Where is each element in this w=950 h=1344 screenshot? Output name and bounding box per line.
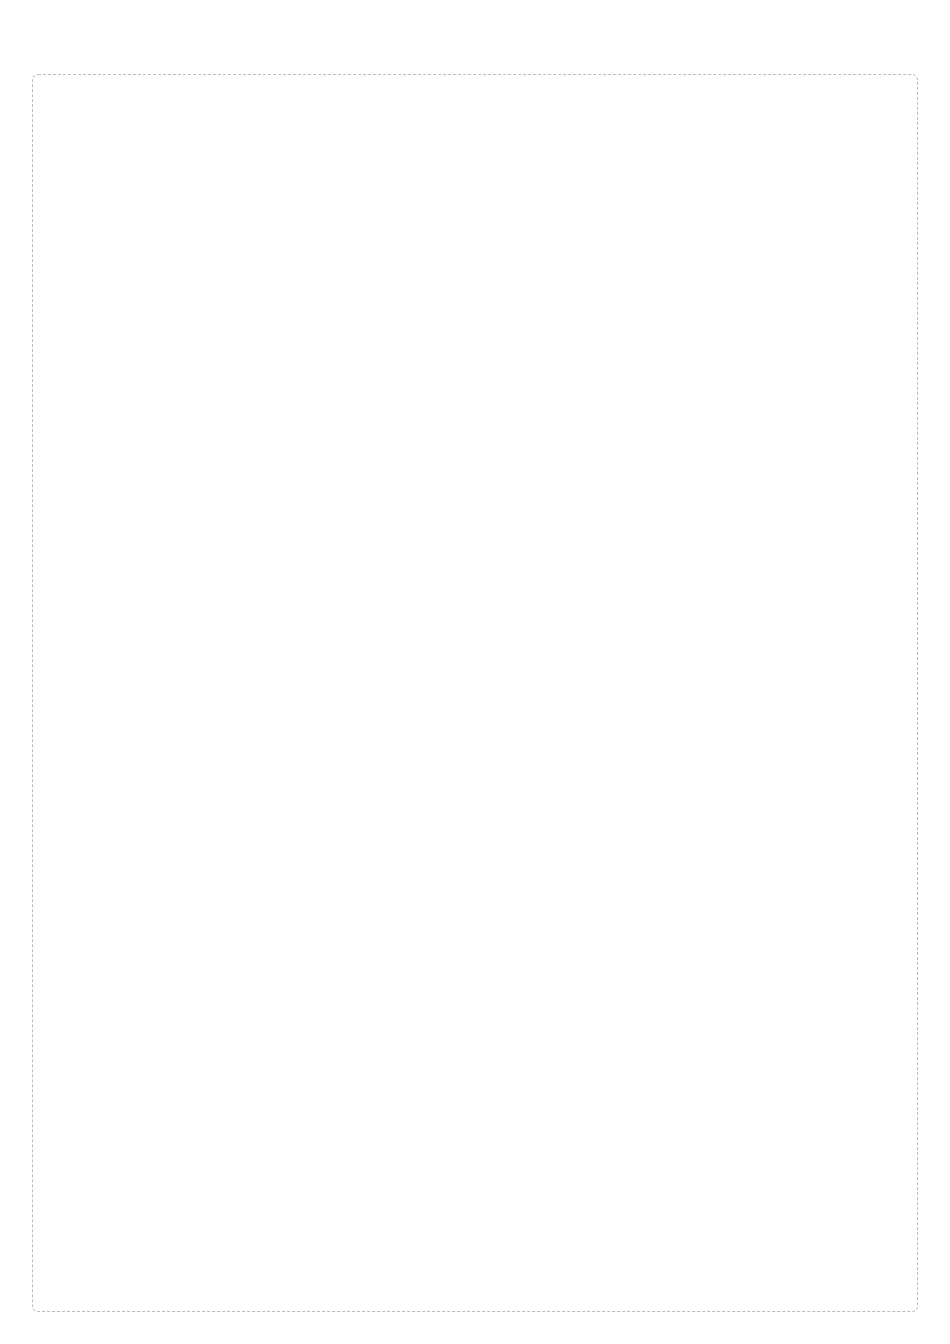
- content-area: [32, 74, 918, 1312]
- page-title: [32, 32, 918, 58]
